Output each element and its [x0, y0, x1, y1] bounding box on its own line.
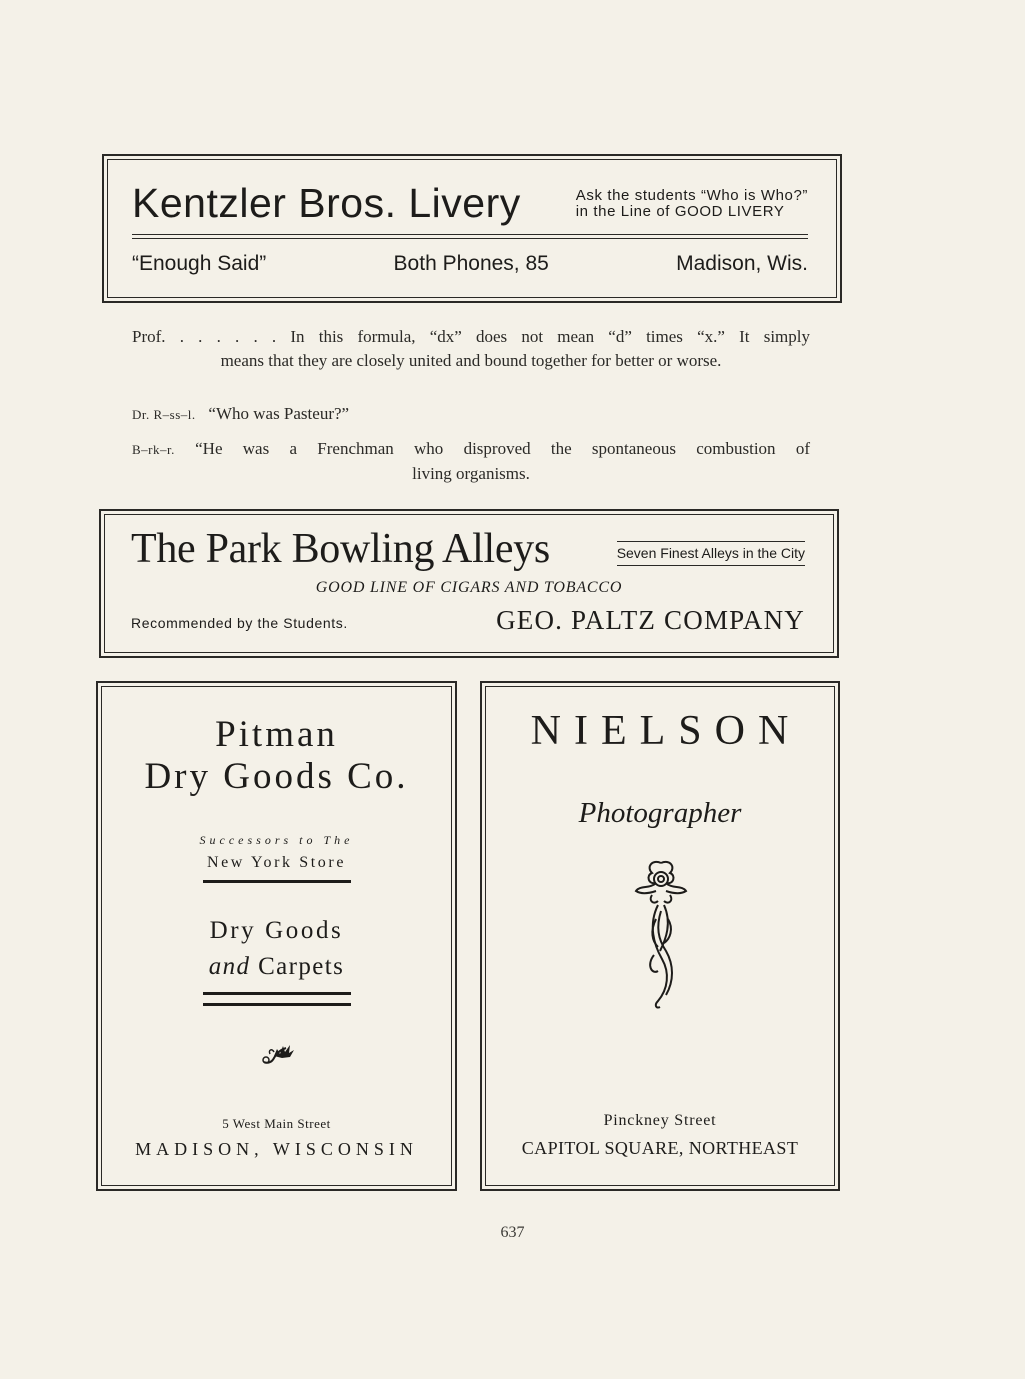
pitman-dry-goods-ad	[96, 681, 457, 1191]
kentzler-title: Kentzler Bros. Livery	[132, 180, 521, 226]
park-company: GEO. PALTZ COMPANY	[496, 605, 805, 635]
floral-ornament-icon	[628, 855, 694, 1011]
park-recommended: Recommended by the Students.	[131, 615, 348, 631]
nielson-square: CAPITOL SQUARE, NORTHEAST	[521, 1138, 799, 1158]
kentzler-aside	[576, 188, 808, 220]
pitman-carpets: Carpets	[258, 953, 345, 980]
kentzler-phones: Both Phones, 85	[393, 252, 549, 275]
park-tagline: Seven Finest Alleys in the City	[617, 541, 805, 566]
park-bowling-ad	[99, 509, 839, 658]
joke-prof-line2: means that they are closely united and bound together for better or worse.	[220, 351, 722, 370]
divider-rule	[203, 992, 351, 995]
divider-rule	[132, 234, 808, 235]
leaf-ornament-icon	[260, 1040, 296, 1068]
kentzler-footer-row	[132, 252, 808, 276]
nielson-profession: Photographer	[578, 797, 742, 829]
pitman-and: and	[208, 953, 251, 980]
kentzler-livery-ad	[102, 154, 842, 303]
divider-rule	[132, 238, 808, 239]
joke-dr	[132, 402, 810, 427]
pitman-successors: Successors to The	[199, 833, 354, 847]
pitman-name2: Dry Goods Co.	[144, 756, 409, 797]
joke-prof-line1: Prof. . . . . . . In this formula, “dx” does not mean “d” times “x.” It simply	[132, 327, 810, 346]
divider-rule	[203, 1003, 351, 1006]
park-cigars: GOOD LINE OF CIGARS AND TOBACCO	[315, 579, 623, 596]
park-title: The Park Bowling Alleys	[131, 526, 550, 572]
joke-b-line1: “He was a Frenchman who disproved the spontaneous combustion of	[195, 439, 810, 458]
page-number: 637	[500, 1224, 525, 1241]
nielson-photographer-ad	[480, 681, 840, 1191]
joke-b-speaker: B–rk–r.	[132, 442, 175, 457]
joke-dr-line: “Who was Pasteur?”	[208, 404, 350, 423]
pitman-address: 5 West Main Street	[222, 1116, 331, 1131]
kentzler-location: Madison, Wis.	[676, 252, 808, 275]
joke-b-line2: living organisms.	[412, 464, 530, 483]
pitman-name1: Pitman	[215, 714, 338, 755]
joke-b-line1-wrap	[132, 437, 810, 462]
divider-rule	[203, 880, 351, 883]
pitman-store: New York Store	[206, 854, 347, 871]
joke-dr-speaker: Dr. R–ss–l.	[132, 407, 196, 422]
nielson-street: Pinckney Street	[603, 1112, 717, 1129]
kentzler-aside-line1: Ask the students “Who is Who?”	[575, 187, 808, 204]
pitman-dry-goods: Dry Goods	[209, 917, 344, 944]
pitman-carpets-line	[98, 953, 455, 981]
pitman-city: MADISON, WISCONSIN	[135, 1139, 418, 1159]
kentzler-slogan: “Enough Said”	[132, 252, 267, 275]
kentzler-aside-line2: in the Line of GOOD LIVERY	[575, 203, 785, 220]
joke-prof	[132, 325, 810, 373]
nielson-name: NIELSON	[530, 708, 802, 754]
joke-b	[132, 437, 810, 486]
